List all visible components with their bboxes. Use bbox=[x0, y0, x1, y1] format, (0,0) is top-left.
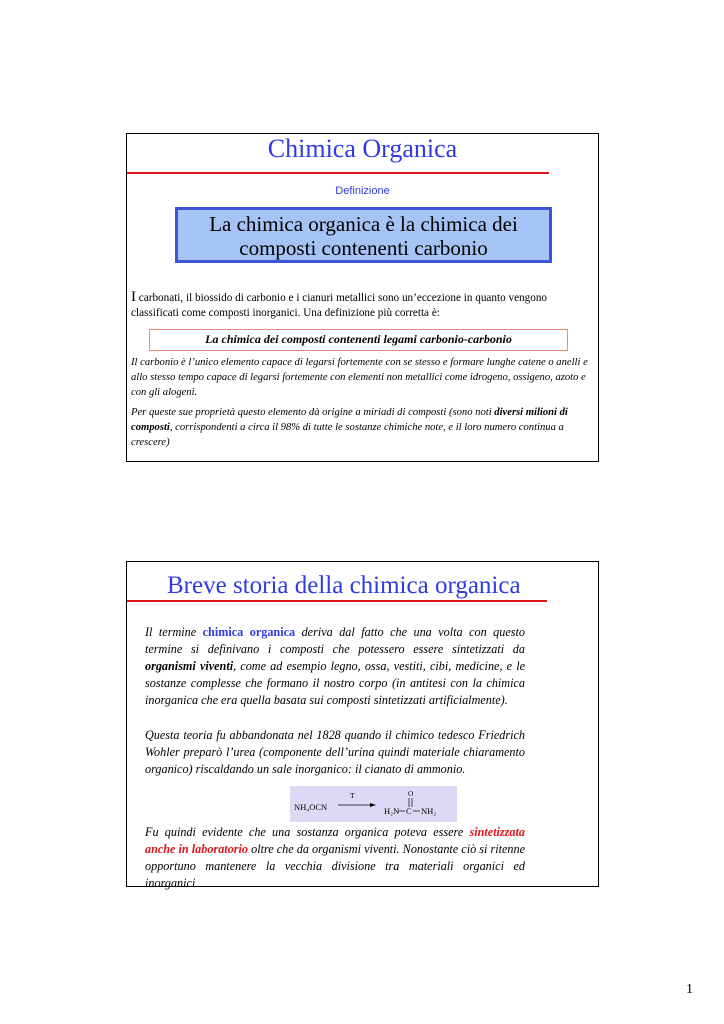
paragraph-text: Per queste sue proprietà questo elemento dà origine a miriadi di composti (sono noti bbox=[131, 407, 495, 418]
page-number: 1 bbox=[686, 982, 693, 997]
reaction-diagram bbox=[290, 786, 457, 822]
condition-label: T bbox=[350, 791, 355, 800]
paragraph-text: Fu quindi evidente che una sostanza organica poteva essere bbox=[145, 825, 470, 839]
paragraph-text: oltre che da organismi viventi. Nonostante ciò si ritenne opportuno mantenere la vecchia divisione tra materiali organici ed inorganici bbox=[145, 842, 525, 890]
product-oxygen: O bbox=[408, 789, 414, 798]
highlight-red: sintetizzata anche in laboratorio bbox=[145, 825, 525, 856]
product-left: H₂N bbox=[384, 806, 400, 816]
slide-title: Breve storia della chimica organica bbox=[167, 572, 521, 599]
paragraph-text: Il termine bbox=[145, 625, 203, 639]
slide-subtitle: Definizione bbox=[335, 185, 390, 197]
product-right: NH₂ bbox=[421, 806, 437, 816]
paragraph-carbon-bonds: Il carbonio è l’unico elemento capace di legarsi fortemente con se stesso e formare lunghe catene o anelli e allo stesso tempo capace di legarsi fortemente con elementi non metallici come idrogeno, ossigeno, azoto e con gli alogeni. bbox=[131, 357, 588, 398]
paragraph-exceptions bbox=[131, 290, 591, 321]
paragraph-term-origin bbox=[145, 624, 525, 709]
definition-box: La chimica organica è la chimica dei composti contenenti carbonio bbox=[175, 207, 552, 263]
paragraph-text: , corrispondenti a circa il 98% di tutte le sostanze chimiche note, e il loro numero continua a crescere) bbox=[131, 422, 564, 448]
product-carbon: C bbox=[406, 806, 412, 816]
highlight-term: chimica organica bbox=[202, 625, 296, 639]
bold-text: organismi viventi bbox=[145, 659, 234, 673]
bold-text: diversi milioni di composti bbox=[131, 407, 568, 433]
slide-title: Chimica Organica bbox=[267, 134, 458, 163]
reactant-label: NH₄OCN bbox=[294, 802, 328, 812]
paragraph-text: deriva dal fatto che una volta con questo termine si definivano i composti che potessero essere sintetizzati da bbox=[145, 625, 525, 656]
urea-synthesis-reaction bbox=[290, 786, 457, 822]
drop-initial: I bbox=[131, 289, 136, 305]
paragraph-text: carbonati, il biossido di carbonio e i cianuri metallici sono un’eccezione in quanto vengono classificati come composti inorganici. Una definizione più corretta è: bbox=[131, 292, 548, 319]
slide-chimica-organica bbox=[126, 133, 599, 462]
title-underline bbox=[127, 172, 549, 174]
reaction-arrow-head bbox=[370, 803, 376, 807]
paragraph-text: , come ad esempio legno, ossa, vestiti, cibi, medicine, e le sostanze complesse che formano il nostro corpo (in antitesi con la chimica inorganica che era quella basata sui composti sintetizzati artificialmente). bbox=[145, 659, 525, 707]
slide-breve-storia bbox=[126, 561, 599, 890]
paragraph-compound-count bbox=[131, 405, 593, 450]
title-underline bbox=[127, 600, 547, 602]
refined-definition-box: La chimica dei composti contenenti legami carbonio-carbonio bbox=[149, 329, 568, 351]
paragraph-wohler: Questa teoria fu abbandonata nel 1828 quando il chimico tedesco Friedrich Wohler preparò l’urea (componente dell’urina quindi materiale chiaramento organico) riscaldando un sale inorganico: il cianato di ammonio. bbox=[145, 728, 525, 776]
paragraph-conclusion bbox=[145, 824, 525, 892]
